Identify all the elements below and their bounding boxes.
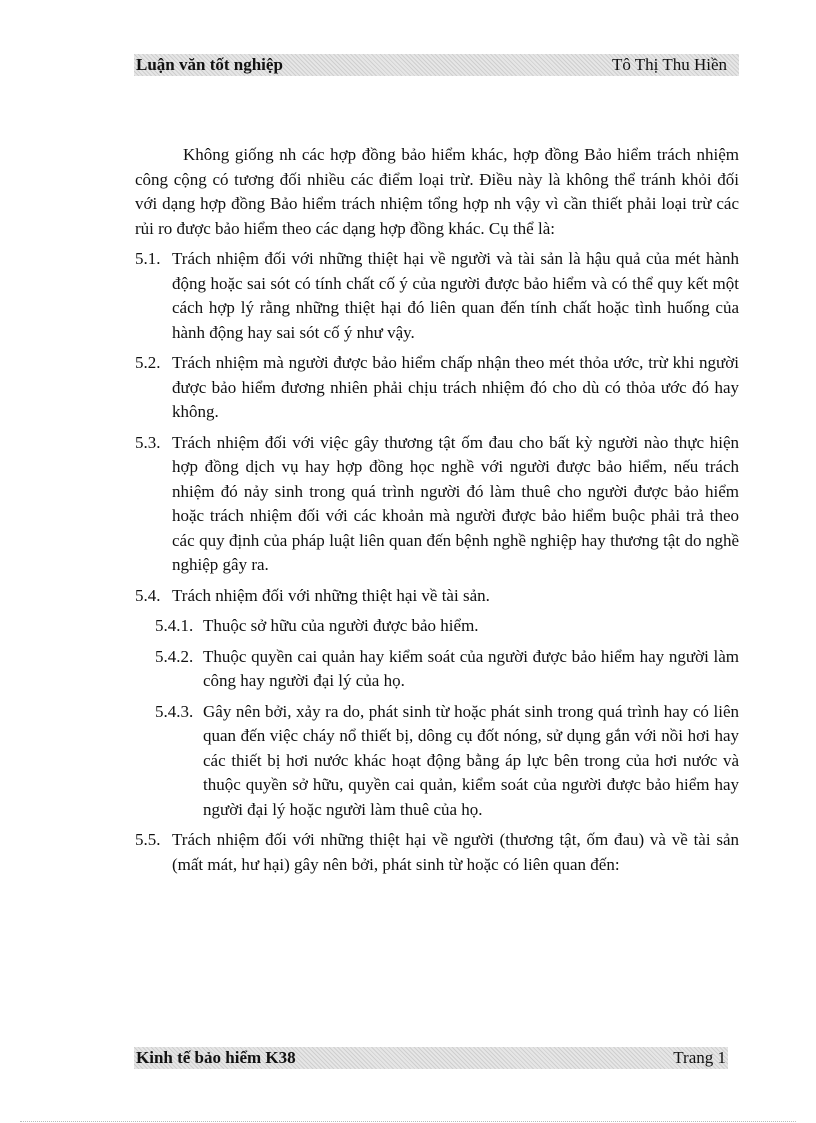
item-text: Trách nhiệm đối với những thiệt hại về người (thương tật, ốm đau) và về tài sản (mất mát, hư hại) gây nên bởi, phát sinh từ hoặc có liên quan đến:: [172, 830, 739, 874]
subitem-number: 5.4.3.: [155, 701, 194, 721]
subitem-number: 5.4.1.: [155, 616, 194, 635]
subitem-text: Thuộc quyền cai quản hay kiểm soát của người được bảo hiểm hay người làm công hay người đại lý của họ.: [203, 646, 739, 690]
footer-course: Kinh tế bảo hiểm K38: [136, 1048, 296, 1067]
document-body: [135, 143, 739, 877]
item-text: Trách nhiệm đối với những thiệt hại về tài sản.: [172, 585, 490, 605]
item-number: 5.3.: [135, 432, 161, 452]
item-text: Trách nhiệm mà người được bảo hiểm chấp nhận theo mét thỏa ước, trừ khi người được bảo hiểm đương nhiên phải chịu trách nhiệm đó cho dù có thỏa ước đó hay không.: [172, 353, 739, 421]
exclusion-item-5-5: [135, 828, 739, 877]
item-text: Trách nhiệm đối với việc gây thương tật ốm đau cho bất kỳ người nào thực hiện hợp đồng dịch vụ hay hợp đồng học nghề với người được bảo hiểm, nếu trách nhiệm đó nảy sinh trong quá trình người đó làm thuê cho người được bảo hiểm hoặc trách nhiệm đối với các khoản mà người được bảo hiểm buộc phải trả theo các quy định của pháp luật liên quan đến bệnh nghề nghiệp hay thương tật do nghề nghiệp gây ra.: [172, 432, 739, 574]
header-title: Luận văn tốt nghiệp: [136, 55, 283, 74]
exclusion-subitem-5-4-3: [155, 700, 739, 823]
exclusion-subitem-5-4-2: [155, 645, 739, 694]
exclusion-item-5-4: [135, 584, 739, 609]
item-text: Trách nhiệm đối với những thiệt hại về người và tài sản là hậu quả của mét hành động hoặc sai sót có tính chất cố ý của người được bảo hiểm và có thể quy kết một cách hợp lý rằng những thiệt hại đó liên quan đến tính chất hoặc tình huống của hành động hay sai sót cố ý như vậy.: [172, 249, 739, 342]
exclusion-subitem-5-4-1: [155, 614, 739, 639]
item-number: 5.4.: [135, 585, 161, 605]
item-number: 5.2.: [135, 353, 161, 372]
page-header: [134, 54, 739, 76]
subitem-text: Thuộc sở hữu của người được bảo hiểm.: [203, 616, 479, 635]
exclusion-item-5-1: [135, 247, 739, 345]
page-number: Trang 1: [673, 1048, 726, 1067]
exclusion-item-5-2: [135, 351, 739, 425]
page-footer: [134, 1047, 728, 1069]
header-author: Tô Thị Thu Hiền: [611, 55, 727, 74]
page-bottom-divider: [20, 1121, 796, 1122]
subitem-text: Gây nên bởi, xảy ra do, phát sinh từ hoặc phát sinh trong quá trình hay có liên quan đến việc cháy nổ thiết bị, dông cụ đốt nóng, sử dụng gắn với nồi hơi hay các thiết bị hơi nước khác hoạt động bằng áp lực bên trong của hơi nước và thuộc quyền sở hữu, quyền cai quản, kiểm soát của người được bảo hiểm hay người đại lý hoặc người làm thuê của họ.: [203, 701, 739, 819]
intro-paragraph: Không giống nh các hợp đồng bảo hiểm khác, hợp đồng Bảo hiểm trách nhiệm công cộng có tương đối nhiều các điểm loại trừ. Điều này là không thể tránh khỏi đối với dạng hợp đồng Bảo hiểm trách nhiệm tổng hợp nh vậy vì cần thiết phải loại trừ các rủi ro được bảo hiểm theo các dạng hợp đồng khác. Cụ thể là:: [135, 145, 739, 238]
item-number: 5.5.: [135, 830, 161, 849]
subitem-number: 5.4.2.: [155, 646, 194, 666]
item-number: 5.1.: [135, 249, 161, 268]
exclusion-item-5-3: [135, 431, 739, 578]
